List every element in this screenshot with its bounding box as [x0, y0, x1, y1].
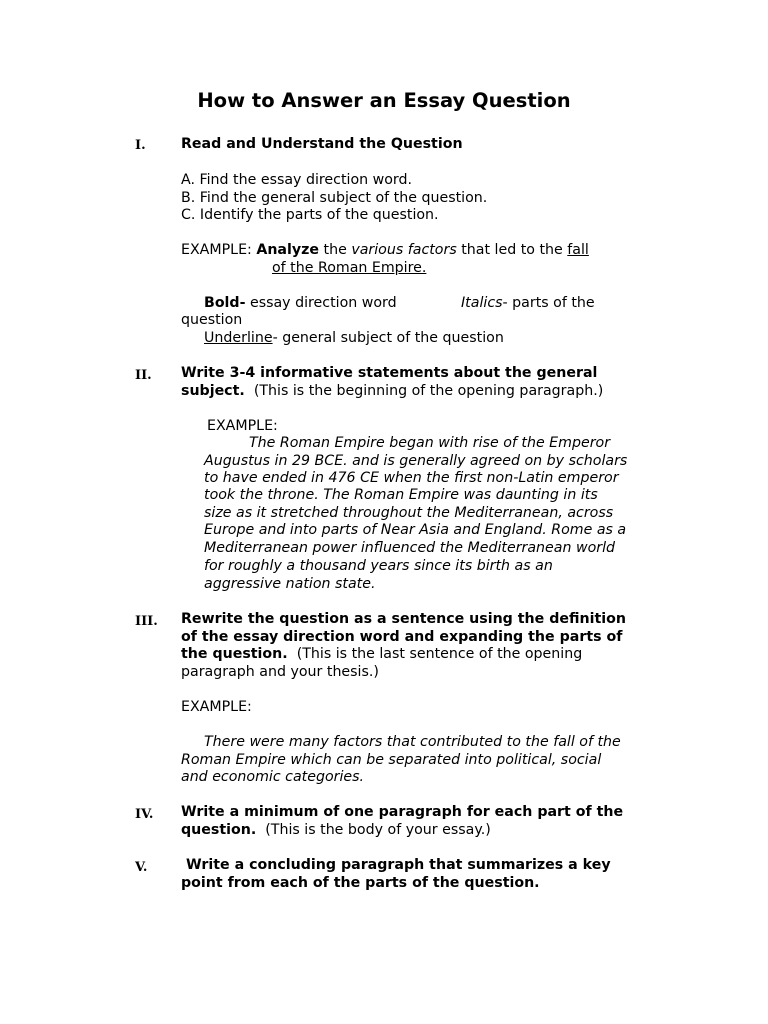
list-item: C. Identify the parts of the question. — [181, 207, 439, 223]
legend-underline-label: Underline — [204, 330, 273, 346]
legend-bold-desc: essay direction word — [245, 295, 397, 311]
example-text: the — [319, 242, 352, 258]
example-label: EXAMPLE: — [181, 242, 257, 258]
example-parts: various factors — [351, 242, 457, 258]
example-label: EXAMPLE: — [207, 418, 278, 434]
example-line: Europe and into parts of Near Asia and England. Rome as a — [204, 522, 627, 538]
section-numeral-1: I. — [135, 138, 146, 153]
example-question — [181, 242, 589, 260]
example-line: took the throne. The Roman Empire was daunting in its — [204, 487, 598, 503]
section-numeral-4: IV. — [135, 807, 154, 822]
section-note: (This is the body of your essay.) — [265, 822, 491, 838]
general-subject-cont: of the Roman Empire. — [272, 260, 427, 276]
legend-underline-desc: - general subject of the question — [272, 330, 504, 346]
section-heading-2-end: subject. — [181, 383, 245, 399]
section-heading-3: Rewrite the question as a sentence using the definition — [181, 611, 626, 627]
example-line: size as it stretched throughout the Mediterranean, across — [204, 505, 614, 521]
example-line: Augustus in 29 BCE. and is generally agreed on by scholars — [204, 453, 628, 469]
section-heading-4-end: question. — [181, 822, 257, 838]
section-heading-1: Read and Understand the Question — [181, 136, 463, 152]
example-line: There were many factors that contributed to the fall of the — [204, 734, 621, 750]
section-heading-3-end — [181, 646, 582, 664]
section-heading-5: Write a concluding paragraph that summarizes a key — [186, 857, 611, 873]
list-item: A. Find the essay direction word. — [181, 172, 413, 188]
general-subject: fall — [567, 242, 589, 258]
section-heading-2-cont — [181, 383, 603, 401]
section-numeral-2: II. — [135, 368, 152, 383]
example-label: EXAMPLE: — [181, 699, 252, 715]
section-heading-4-cont — [181, 822, 491, 840]
example-text: that led to the — [456, 242, 568, 258]
section-numeral-5: V. — [135, 860, 148, 875]
example-line: aggressive nation state. — [204, 576, 376, 592]
section-numeral-3: III. — [135, 614, 158, 629]
section-note: (This is the beginning of the opening paragraph.) — [253, 383, 604, 399]
section-note-cont: paragraph and your thesis.) — [181, 664, 379, 680]
list-item: B. Find the general subject of the question. — [181, 190, 488, 206]
section-heading-3-last: the question. — [181, 646, 288, 662]
example-line: The Roman Empire began with rise of the Emperor — [249, 435, 611, 451]
legend-italics-label: Italics — [461, 295, 503, 311]
example-line: Roman Empire which can be separated into political, social — [181, 752, 602, 768]
section-heading-3-cont: of the essay direction word and expanding the parts of — [181, 629, 623, 645]
legend-italics — [461, 295, 595, 313]
example-line: Mediterranean power influenced the Mediterranean world — [204, 540, 616, 556]
section-note: (This is the last sentence of the opening — [296, 646, 583, 662]
legend-bold-label: Bold- — [204, 295, 246, 311]
legend-italics-desc: - parts of the — [502, 295, 595, 311]
legend-underline — [204, 330, 504, 348]
example-line: and economic categories. — [181, 769, 365, 785]
section-heading-4: Write a minimum of one paragraph for each part of the — [181, 804, 624, 820]
legend-italics-cont: question — [181, 312, 243, 328]
legend-bold — [204, 295, 397, 313]
direction-word: Analyze — [256, 242, 319, 258]
example-line: for roughly a thousand years since its birth as an — [204, 558, 553, 574]
example-line: to have ended in 476 CE when the first non-Latin emperor — [204, 470, 619, 486]
page-title: How to Answer an Essay Question — [197, 89, 571, 112]
section-heading-5-cont: point from each of the parts of the question. — [181, 875, 540, 891]
section-heading-2: Write 3-4 informative statements about the general — [181, 365, 598, 381]
